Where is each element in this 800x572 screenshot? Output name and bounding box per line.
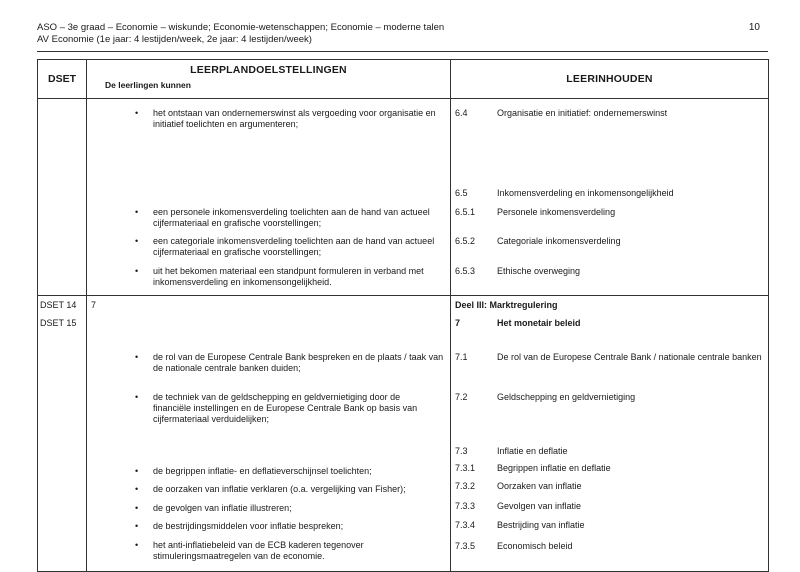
col-header-objectives-title: LEERPLANDOELSTELLINGEN xyxy=(190,64,347,76)
content-number: 7.3 xyxy=(455,446,468,456)
objective-item: het ontstaan van ondernemerswinst als vergoeding voor organisatie en initiatief toelichten en argumenteren; xyxy=(153,108,436,129)
contents-cell xyxy=(451,296,769,572)
document-header-line2: AV Economie (1e jaar: 4 lestijden/week, 2e jaar: 4 lestijden/week) xyxy=(37,34,312,45)
content-label: Ethische overweging xyxy=(497,266,581,276)
dset-cell xyxy=(38,296,87,572)
col-header-dset: DSET xyxy=(38,60,87,99)
content-label: Inkomensverdeling en inkomensongelijkheid xyxy=(497,188,674,198)
bullet-icon: • xyxy=(135,352,139,362)
chapter-title: Het monetair beleid xyxy=(497,318,581,328)
contents-cell xyxy=(451,99,769,296)
content-number: 7.3.3 xyxy=(455,501,476,511)
chapter-number: 7 xyxy=(455,318,461,328)
content-label: Economisch beleid xyxy=(497,541,573,551)
bullet-icon: • xyxy=(135,392,139,402)
objectives-cell xyxy=(87,99,451,296)
page-number: 10 xyxy=(748,22,760,33)
content-label: Geldschepping en geldvernietiging xyxy=(497,392,636,402)
content-label: Organisatie en initiatief: ondernemerswinst xyxy=(497,108,668,118)
objective-item: de techniek van de geldschepping en geldvernietiging door de financiële instellingen en de Europese Centrale Bank op basis van cijfermateriaal verduidelijken; xyxy=(153,392,418,424)
content-label: Bestrijding van inflatie xyxy=(497,520,585,530)
bullet-icon: • xyxy=(135,207,139,217)
curriculum-table xyxy=(37,59,769,572)
objective-item: de oorzaken van inflatie verklaren (o.a. vergelijking van Fisher); xyxy=(153,484,406,494)
content-number: 7.3.1 xyxy=(455,463,476,473)
bullet-icon: • xyxy=(135,108,139,118)
col-header-objectives xyxy=(87,60,451,99)
objective-item: uit het bekomen materiaal een standpunt formuleren in verband met inkomensverdeling en inkomensongelijkheid. xyxy=(153,266,424,287)
dset-cell-empty xyxy=(38,99,87,296)
content-number: 6.5.3 xyxy=(455,266,476,276)
bullet-icon: • xyxy=(135,540,139,550)
bullet-icon: • xyxy=(135,503,139,513)
content-label: De rol van de Europese Centrale Bank / nationale centrale banken xyxy=(497,352,762,362)
content-number: 6.5.1 xyxy=(455,207,476,217)
content-label: Oorzaken van inflatie xyxy=(497,481,582,491)
col-header-contents: LEERINHOUDEN xyxy=(451,60,769,99)
objective-item: de begrippen inflatie- en deflatieverschijnsel toelichten; xyxy=(153,466,372,476)
content-label: Inflatie en deflatie xyxy=(497,446,568,456)
table-header-row xyxy=(38,60,769,99)
content-label: Gevolgen van inflatie xyxy=(497,501,582,511)
header-divider xyxy=(37,51,768,52)
bullet-icon: • xyxy=(135,236,139,246)
objective-item: de rol van de Europese Centrale Bank bespreken en de plaats / taak van de nationale centrale banken duiden; xyxy=(153,352,444,373)
document-header-line1: ASO – 3e graad – Economie – wiskunde; Economie-wetenschappen; Economie – moderne talen xyxy=(37,22,445,33)
part-title: Deel III: Marktregulering xyxy=(455,300,558,310)
objective-item: een categoriale inkomensverdeling toelichten aan de hand van actueel cijfermateriaal en grafische voorstellingen; xyxy=(153,236,435,257)
dset-label: DSET 14 xyxy=(40,300,77,310)
col-header-objectives-sub: De leerlingen kunnen xyxy=(105,80,191,90)
content-number: 7.2 xyxy=(455,392,468,402)
bullet-icon: • xyxy=(135,521,139,531)
content-number: 7.3.2 xyxy=(455,481,476,491)
dset-label: DSET 15 xyxy=(40,318,77,328)
content-number: 6.5 xyxy=(455,188,468,198)
objectives-cell xyxy=(87,296,451,572)
objective-item: het anti-inflatiebeleid van de ECB kaderen tegenover stimuleringsmaatregelen van de economie. xyxy=(153,540,364,561)
objective-group-number: 7 xyxy=(91,300,97,310)
content-label: Begrippen inflatie en deflatie xyxy=(497,463,611,473)
objective-item: de bestrijdingsmiddelen voor inflatie bespreken; xyxy=(153,521,344,531)
content-label: Personele inkomensverdeling xyxy=(497,207,616,217)
table-row xyxy=(38,99,769,296)
table-row xyxy=(38,296,769,572)
bullet-icon: • xyxy=(135,484,139,494)
content-number: 6.4 xyxy=(455,108,468,118)
objective-item: de gevolgen van inflatie illustreren; xyxy=(153,503,292,513)
content-number: 7.3.5 xyxy=(455,541,476,551)
content-label: Categoriale inkomensverdeling xyxy=(497,236,621,246)
objective-item: een personele inkomensverdeling toelichten aan de hand van actueel cijfermateriaal en grafische voorstellingen; xyxy=(153,207,430,228)
bullet-icon: • xyxy=(135,266,139,276)
bullet-icon: • xyxy=(135,466,139,476)
content-number: 7.3.4 xyxy=(455,520,476,530)
content-number: 6.5.2 xyxy=(455,236,476,246)
content-number: 7.1 xyxy=(455,352,468,362)
